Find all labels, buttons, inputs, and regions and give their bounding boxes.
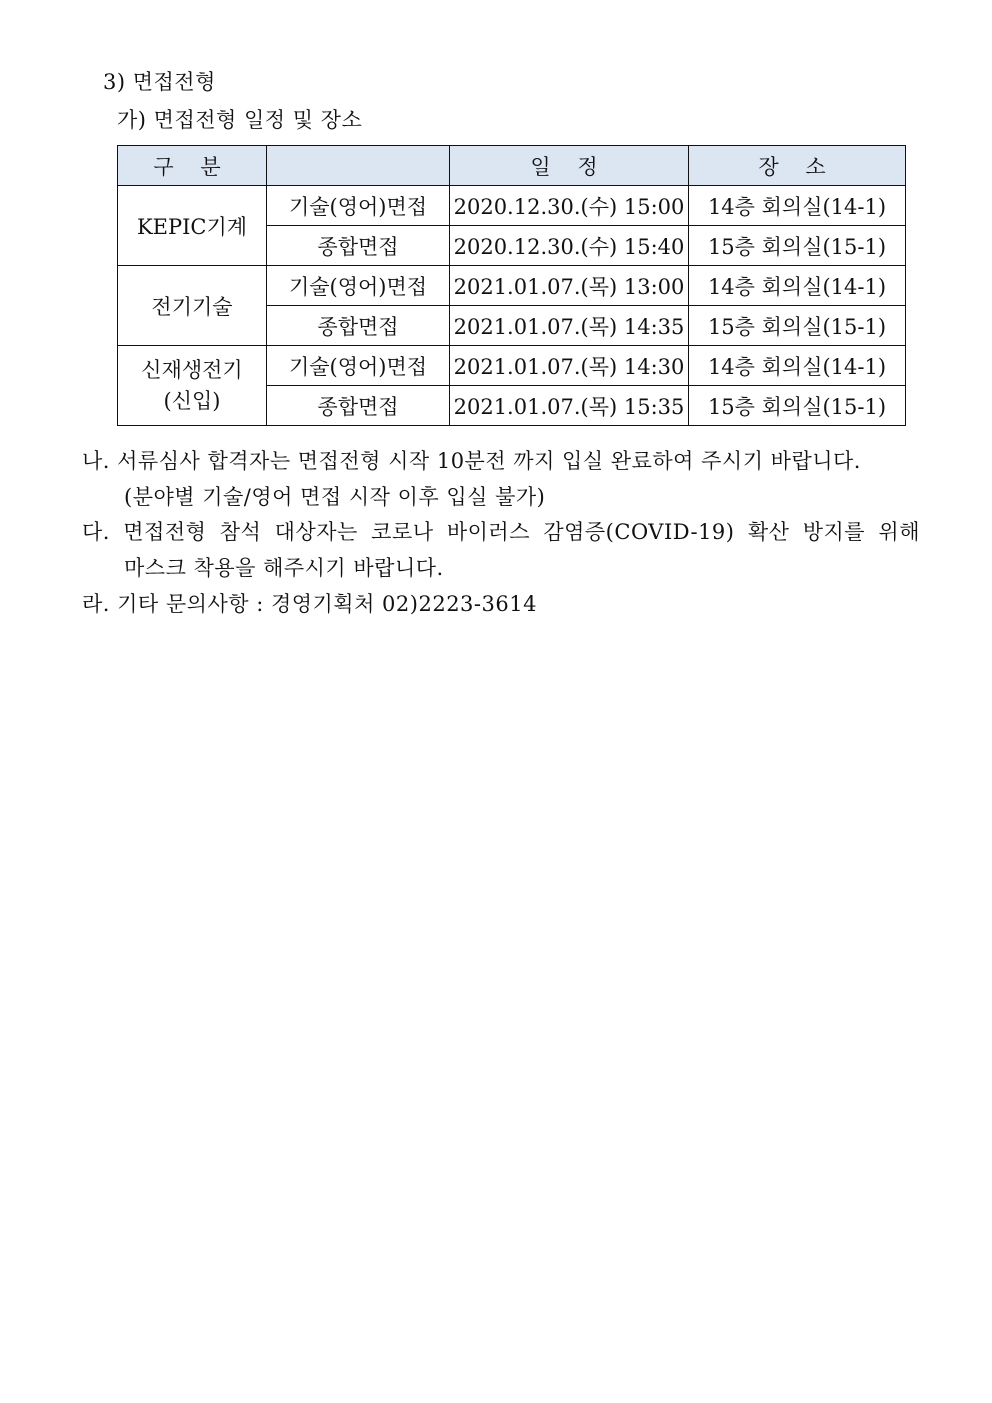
place-cell: 15층 회의실(15-1) bbox=[689, 386, 906, 426]
category-cell: KEPIC기계 bbox=[118, 186, 267, 266]
note-da-line1: 다. 면접전형 참석 대상자는 코로나 바이러스 감염증(COVID-19) 확산 방지를 위해 bbox=[82, 520, 920, 544]
table-row bbox=[118, 186, 906, 226]
interview-schedule-table bbox=[117, 145, 906, 426]
category-cell bbox=[118, 346, 267, 426]
header-schedule: 일 정 bbox=[450, 146, 689, 186]
interview-type-cell: 기술(영어)면접 bbox=[267, 346, 450, 386]
note-da-line2: 마스크 착용을 해주시기 바랍니다. bbox=[124, 556, 444, 580]
interview-type-cell: 종합면접 bbox=[267, 226, 450, 266]
category-cell: 전기기술 bbox=[118, 266, 267, 346]
note-na-line1: 나. 서류심사 합격자는 면접전형 시작 10분전 까지 입실 완료하여 주시기 바랍니다. bbox=[82, 449, 861, 473]
place-cell: 14층 회의실(14-1) bbox=[689, 186, 906, 226]
header-type bbox=[267, 146, 450, 186]
datetime-cell: 2021.01.07.(목) 14:30 bbox=[450, 346, 689, 386]
interview-type-cell: 종합면접 bbox=[267, 386, 450, 426]
sub-heading: 가) 면접전형 일정 및 장소 bbox=[117, 108, 363, 132]
table-row bbox=[118, 266, 906, 306]
datetime-cell: 2020.12.30.(수) 15:00 bbox=[450, 186, 689, 226]
interview-type-cell: 종합면접 bbox=[267, 306, 450, 346]
place-cell: 15층 회의실(15-1) bbox=[689, 306, 906, 346]
place-cell: 14층 회의실(14-1) bbox=[689, 266, 906, 306]
note-ra-line1: 라. 기타 문의사항 : 경영기획처 02)2223-3614 bbox=[82, 592, 537, 616]
header-place: 장 소 bbox=[689, 146, 906, 186]
datetime-cell: 2021.01.07.(목) 15:35 bbox=[450, 386, 689, 426]
datetime-cell: 2020.12.30.(수) 15:40 bbox=[450, 226, 689, 266]
datetime-cell: 2021.01.07.(목) 14:35 bbox=[450, 306, 689, 346]
table-row bbox=[118, 346, 906, 386]
category-subname: (신입) bbox=[163, 388, 221, 413]
table-header-row bbox=[118, 146, 906, 186]
place-cell: 14층 회의실(14-1) bbox=[689, 346, 906, 386]
datetime-cell: 2021.01.07.(목) 13:00 bbox=[450, 266, 689, 306]
place-cell: 15층 회의실(15-1) bbox=[689, 226, 906, 266]
header-category: 구 분 bbox=[118, 146, 267, 186]
interview-type-cell: 기술(영어)면접 bbox=[267, 266, 450, 306]
note-na-line2: (분야별 기술/영어 면접 시작 이후 입실 불가) bbox=[124, 485, 546, 509]
section-heading: 3) 면접전형 bbox=[103, 70, 216, 94]
category-name: 신재생전기 bbox=[141, 357, 243, 382]
interview-type-cell: 기술(영어)면접 bbox=[267, 186, 450, 226]
